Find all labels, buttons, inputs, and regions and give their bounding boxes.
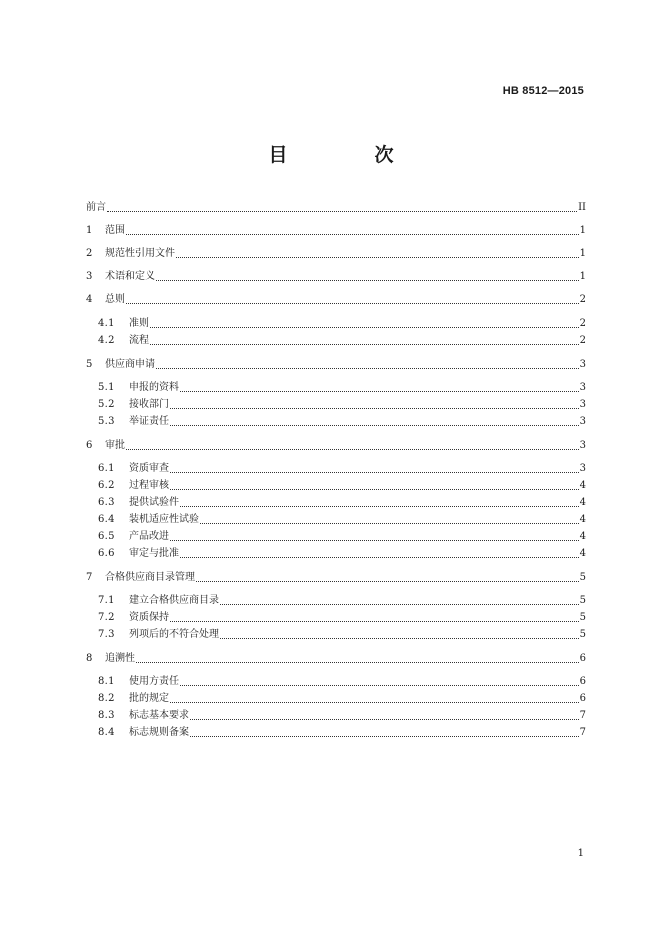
toc-entry-page: 2 [579,335,586,346]
dot-leader [220,603,579,605]
toc-entry-number: 8.1 [98,676,115,687]
dot-leader [107,210,577,212]
dot-leader [170,407,579,409]
toc-entry[interactable] [86,495,586,509]
toc-entry-number: 4.2 [98,335,115,346]
toc-entry[interactable] [86,512,586,526]
toc-entry[interactable] [86,200,586,214]
toc-entry-page: 1 [579,225,586,236]
toc-entry[interactable] [86,651,586,665]
page-title: 目 次 [268,144,428,166]
toc-entry-title: 审批 [105,440,125,451]
toc-entry-page: 5 [579,595,586,606]
toc-entry-number: 6.2 [98,480,115,491]
toc-entry-number: 3 [86,271,93,282]
standard-code: HB 8512—2015 [502,85,584,97]
toc-entry-title: 审定与批准 [129,548,179,559]
toc-entry-number: 8 [86,653,93,664]
dot-leader [200,522,579,524]
toc-entry[interactable] [86,691,586,705]
toc-entry-title: 接收部门 [129,399,169,410]
toc-entry-page: 3 [579,399,586,410]
dot-leader [180,505,579,507]
toc-entry-page: 5 [579,629,586,640]
dot-leader [176,256,579,258]
toc-entry-page: 3 [579,382,586,393]
dot-leader [170,424,579,426]
toc-entry-page: 6 [579,676,586,687]
toc-entry-number: 7 [86,572,93,583]
toc-entry-number: 5.3 [98,416,115,427]
toc-entry-number: 4.1 [98,318,115,329]
toc-entry-number: 5.2 [98,399,115,410]
toc-entry-number: 5.1 [98,382,115,393]
toc-entry-page: 4 [579,497,586,508]
toc-entry-title: 资质保持 [129,612,169,623]
toc-entry-title: 范围 [105,225,125,236]
toc-entry-title: 规范性引用文件 [105,248,175,259]
toc-entry-title: 申报的资料 [129,382,179,393]
toc-entry-title: 总则 [105,294,125,305]
toc-entry-page: 3 [579,359,586,370]
toc-entry-page: 6 [579,693,586,704]
toc-entry-page: 7 [579,710,586,721]
toc-entry[interactable] [86,570,586,584]
toc-entry-page: 4 [579,514,586,525]
toc-entry-title: 准则 [129,318,149,329]
toc-entry[interactable] [86,546,586,560]
toc-entry-number: 6.1 [98,463,115,474]
toc-entry-title: 过程审核 [129,480,169,491]
toc-entry[interactable] [86,357,586,371]
toc-entry-number: 7.1 [98,595,115,606]
toc-entry-number: 6 [86,440,93,451]
toc-entry-number: 7.2 [98,612,115,623]
toc-entry-page: 6 [579,653,586,664]
toc-entry-number: 4 [86,294,93,305]
toc-entry[interactable] [86,414,586,428]
dot-leader [190,718,579,720]
dot-leader [126,233,579,235]
dot-leader [170,701,579,703]
toc-entry[interactable] [86,316,586,330]
toc-entry-number: 7.3 [98,629,115,640]
toc-entry-title: 列项后的不符合处理 [129,629,219,640]
toc-entry[interactable] [86,708,586,722]
toc-entry-number: 8.2 [98,693,115,704]
toc-entry-number: 2 [86,248,93,259]
toc-entry-number: 6.5 [98,531,115,542]
dot-leader [150,326,579,328]
toc-entry[interactable] [86,333,586,347]
toc-entry-title: 举证责任 [129,416,169,427]
toc-entry[interactable] [86,674,586,688]
toc-entry-page: 1 [579,271,586,282]
toc-entry-number: 1 [86,225,93,236]
toc-entry[interactable] [86,478,586,492]
toc-entry-page: 2 [579,294,586,305]
toc-entry[interactable] [86,438,586,452]
toc-entry-title: 装机适应性试验 [129,514,199,525]
dot-leader [126,448,579,450]
toc-entry-page: 7 [579,727,586,738]
dot-leader [126,302,579,304]
toc-entry-page: 4 [579,480,586,491]
toc-entry[interactable] [86,397,586,411]
toc-entry-page: 3 [579,440,586,451]
toc-entry[interactable] [86,725,586,739]
toc-entry-title: 使用方责任 [129,676,179,687]
toc-entry[interactable] [86,269,586,283]
toc-entry-page: 1 [579,248,586,259]
toc-entry-title: 术语和定义 [105,271,155,282]
toc-entry-title: 批的规定 [129,693,169,704]
toc-entry-page: 5 [579,572,586,583]
toc-entry[interactable] [86,461,586,475]
toc-entry[interactable] [86,529,586,543]
dot-leader [170,471,579,473]
toc-entry-number: 8.4 [98,727,115,738]
toc-entry-title: 追溯性 [105,653,135,664]
toc-entry-page: 2 [579,318,586,329]
toc-entry[interactable] [86,627,586,641]
dot-leader [150,343,579,345]
dot-leader [170,620,579,622]
toc-entry-number: 8.3 [98,710,115,721]
toc-entry-title: 提供试验件 [129,497,179,508]
toc-entry-page: 5 [579,612,586,623]
toc-entry-page: 3 [579,463,586,474]
toc-entry-title: 前言 [86,202,106,213]
dot-leader [196,580,579,582]
dot-leader [180,684,579,686]
dot-leader [180,556,579,558]
toc-entry-number: 6.3 [98,497,115,508]
dot-leader [220,637,579,639]
dot-leader [156,279,579,281]
toc-entry-title: 建立合格供应商目录 [129,595,219,606]
toc-entry[interactable] [86,246,586,260]
toc-entry-page: 4 [579,548,586,559]
toc-entry-number: 6.6 [98,548,115,559]
toc-entry-title: 流程 [129,335,149,346]
toc-entry[interactable] [86,380,586,394]
toc-entry-title: 产品改进 [129,531,169,542]
dot-leader [156,367,579,369]
toc-entry[interactable] [86,593,586,607]
toc-entry[interactable] [86,292,586,306]
toc-entry-title: 合格供应商目录管理 [105,572,195,583]
toc-entry-number: 5 [86,359,93,370]
page-number: 1 [577,848,584,859]
dot-leader [136,661,579,663]
toc-entry-title: 标志基本要求 [129,710,189,721]
toc-entry-number: 6.4 [98,514,115,525]
dot-leader [190,735,579,737]
toc-entry[interactable] [86,610,586,624]
toc-entry-page: 3 [579,416,586,427]
dot-leader [170,539,579,541]
toc-entry-title: 标志规则备案 [129,727,189,738]
toc-entry-title: 供应商申请 [105,359,155,370]
toc-entry[interactable] [86,223,586,237]
toc-entry-page: 4 [579,531,586,542]
dot-leader [180,390,579,392]
toc-entry-title: 资质审查 [129,463,169,474]
toc-entry-page: II [578,202,586,213]
dot-leader [170,488,579,490]
